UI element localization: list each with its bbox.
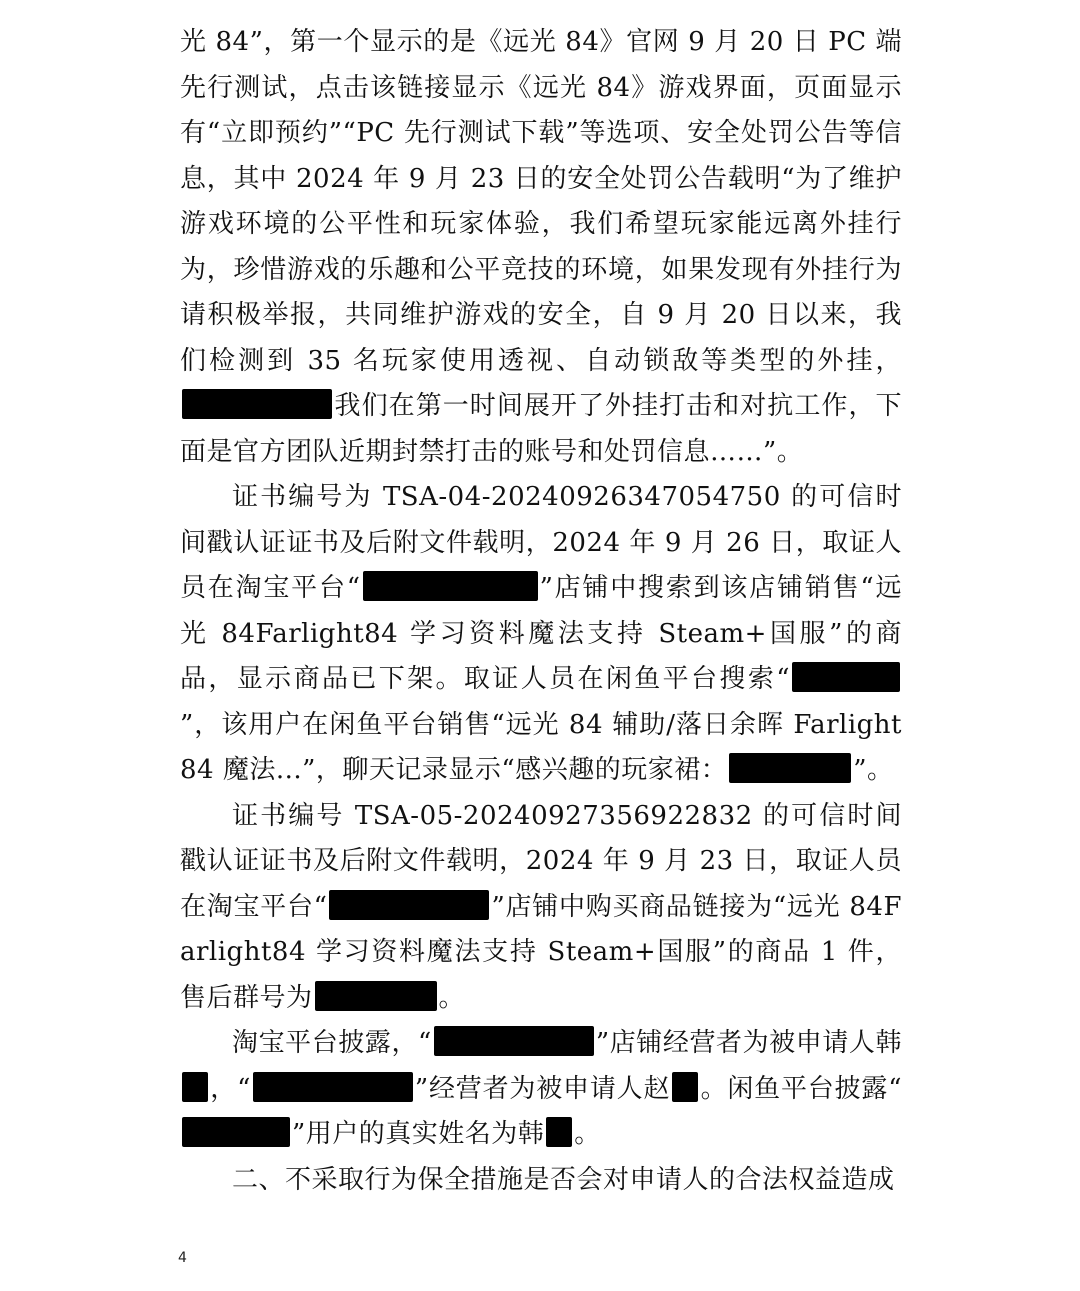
redaction-box [672, 1072, 698, 1102]
redaction-box [182, 389, 332, 419]
redaction-box [363, 571, 538, 601]
redaction-box [253, 1072, 413, 1102]
paragraph-text: ”经营者为被申请人赵 [414, 1073, 671, 1104]
paragraph-text: ，“ [210, 1073, 251, 1104]
redaction-box [182, 1072, 208, 1102]
page-number: 4 [178, 1250, 187, 1266]
paragraph [180, 475, 902, 794]
paragraph-text: ”店铺经营者为被申请人韩 [595, 1028, 902, 1058]
paragraph-text: 光 84”，第一个显示的是《远光 84》官网 9 月 20 日 PC 端先行测试，点击该链接显示《远光 84》游戏界面，页面显示有“立即预约”“PC 先行测试下载”等选项、安全处罚公告等信息，其中 2024 年 9 月 23 日的安全处罚公告载明“为了维护游戏环境的公平性和玩家体验，我们希望玩家能远离外挂行为，珍惜游戏的乐趣和公平竞技的环境，如果发现有外挂行为请积极举报，共同维护游戏的安全，自 9 月 20 日以来，我们检测到 35 名玩家使用透视、自动锁敌等类型的外挂， [180, 27, 902, 376]
redaction-box [315, 981, 437, 1011]
paragraph [180, 1021, 902, 1158]
paragraph [180, 794, 902, 1022]
paragraph-text: 。闲鱼平台披露“ [700, 1073, 903, 1104]
paragraph-text: 证书编号为 TSA-04-20240926347054750 的可信时间戳认证证书及后附文件载明，2024 年 9 月 26 日，取证人员在淘宝平台“ [180, 482, 902, 603]
redaction-box [329, 890, 489, 920]
paragraph-text: 。 [574, 1119, 601, 1149]
redaction-box [434, 1026, 594, 1056]
paragraph-text: ”，该用户在闲鱼平台销售“远光 84 辅助/落日余晖 Farlight84 魔法...”，聊天记录显示“感兴趣的玩家裙： [180, 709, 902, 785]
paragraph [180, 1158, 902, 1204]
paragraph-text: ”。 [853, 755, 894, 785]
redaction-box [729, 753, 851, 783]
paragraph [180, 20, 902, 475]
paragraph-text: 证书编号 TSA-05-20240927356922832 的可信时间戳认证证书及后附文件载明，2024 年 9 月 23 日，取证人员在淘宝平台“ [180, 800, 902, 922]
paragraph-text: 二、不采取行为保全措施是否会对申请人的合法权益造成 [232, 1164, 895, 1195]
paragraph-text: ”店铺中购买商品链接为“远光 84Farlight84 学习资料魔法支持 Steam+国服”的商品 1 件，售后群号为 [180, 891, 902, 1013]
redaction-box [546, 1117, 572, 1147]
paragraph-text: ”用户的真实姓名为韩 [292, 1119, 545, 1149]
paragraph-text: 淘宝平台披露，“ [232, 1028, 432, 1058]
paragraph-text: ”店铺中搜索到该店铺销售“远光 84Farlight84 学习资料魔法支持 Steam+国服”的商品，显示商品已下架。取证人员在闲鱼平台搜索“ [180, 573, 903, 694]
redaction-box [792, 662, 900, 692]
document-body [180, 20, 902, 1203]
redaction-box [182, 1117, 290, 1147]
paragraph-text: 我们在第一时间展开了外挂打击和对抗工作，下面是官方团队近期封禁打击的账号和处罚信息……”。 [180, 391, 902, 467]
paragraph-text: 。 [438, 982, 466, 1013]
